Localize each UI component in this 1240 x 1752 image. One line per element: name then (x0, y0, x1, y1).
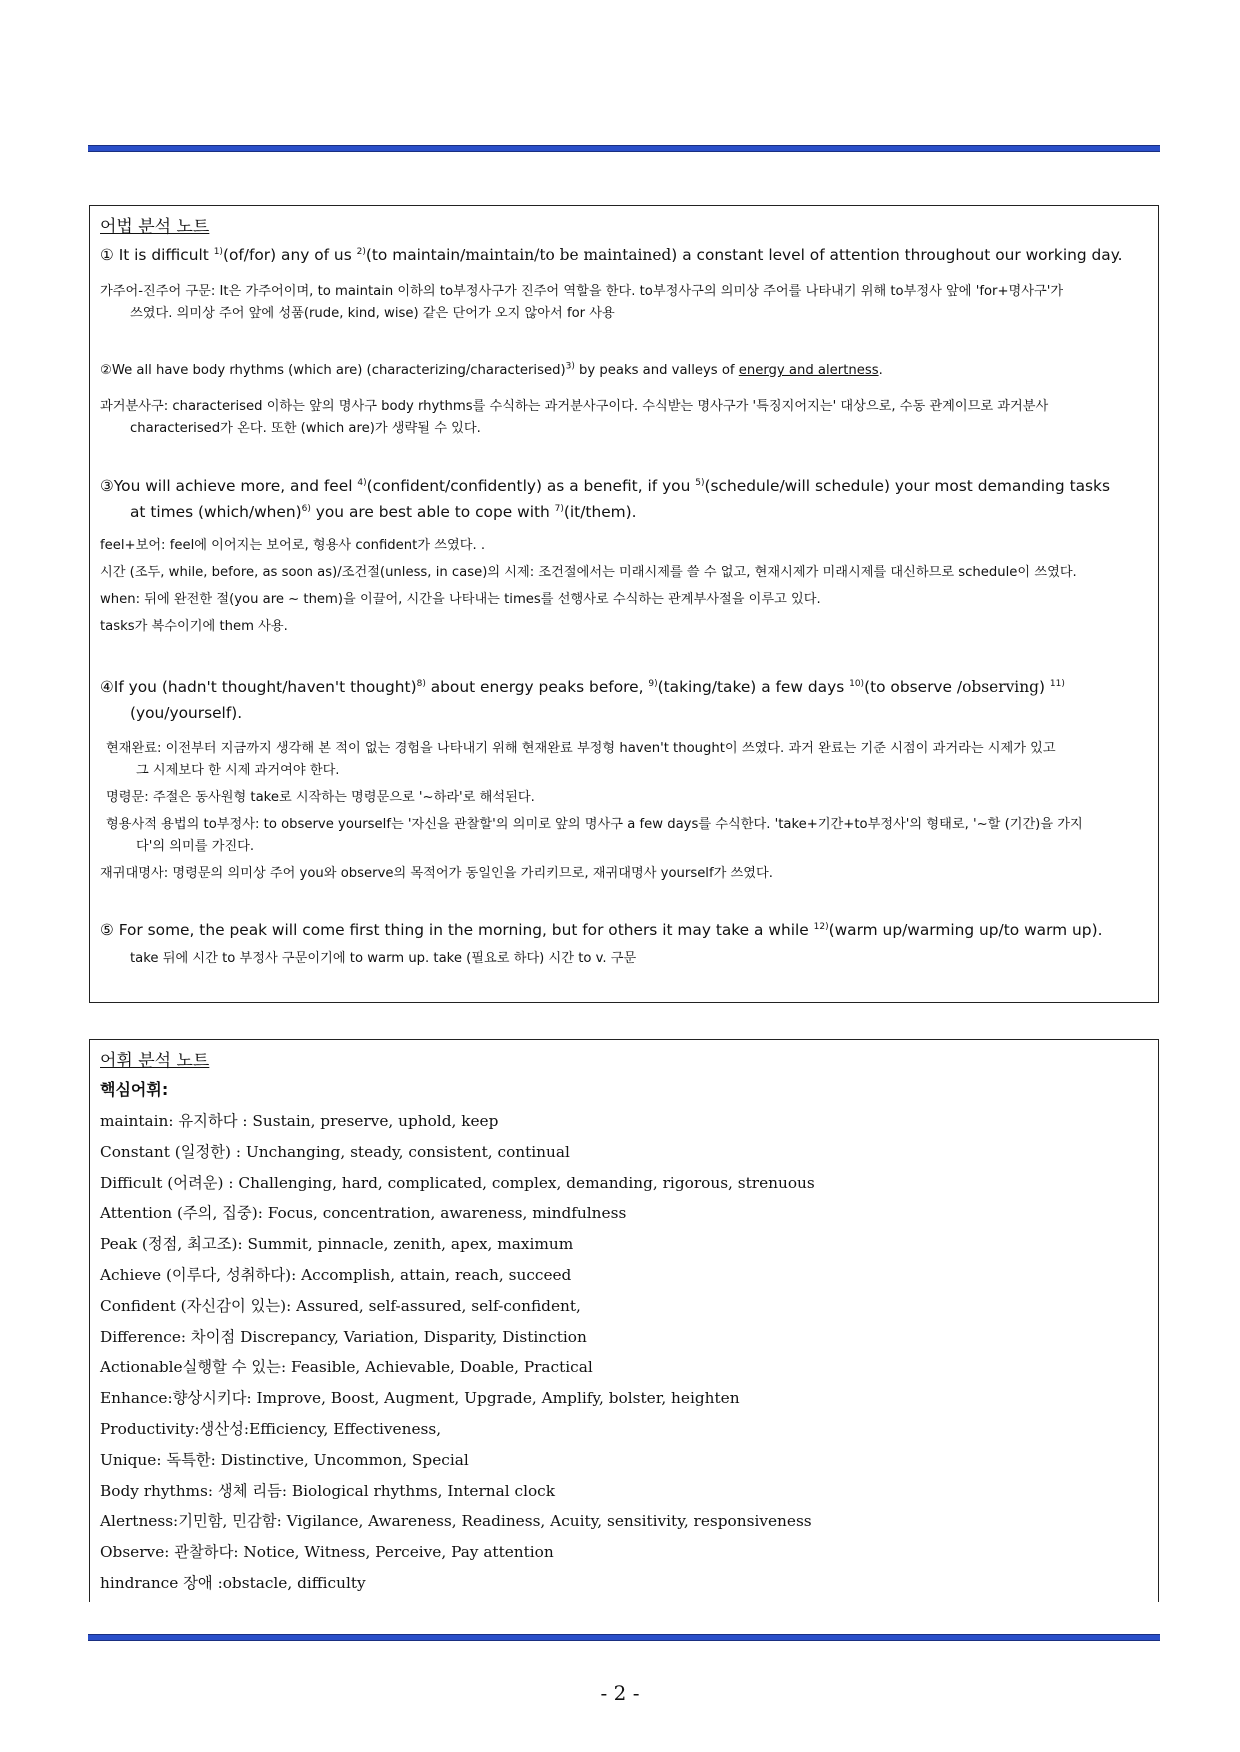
vocab-item: Productivity:생산성:Efficiency, Effectiveness, (100, 1420, 442, 1438)
explanation-4-3b: 다'의 의미를 가진다. (136, 839, 255, 854)
explanation-1-line-2: 쓰였다. 의미상 주어 앞에 성품(rude, kind, wise) 같은 단어가 오지 않아서 for 사용 (130, 306, 615, 321)
vocab-note-box (89, 1039, 1159, 1602)
explanation-3-2: 시간 (조두, while, before, as soon as)/조건절(unless, in case)의 시제: 조건절에서는 미래시제를 쓸 수 없고, 현재시제가 미래시제를 대신하므로 schedule이 쓰였다. (100, 565, 1077, 580)
sentence-5: ⑤ For some, the peak will come first thing in the morning, but for others it may take a while $^{12)}$(warm up/warming up/to warm up). (100, 921, 1103, 939)
grammar-note-box (89, 205, 1159, 1003)
vocab-item: Confident (자신감이 있는): Assured, self-assured, self-confident, (100, 1296, 581, 1315)
vocab-heading: 핵심어휘: (100, 1080, 169, 1099)
vocab-item: Alertness:기민함, 민감함: Vigilance, Awareness, Readiness, Acuity, sensitivity, responsiveness (100, 1512, 812, 1531)
explanation-1-line-1: 가주어-진주어 구문: It은 가주어이며, to maintain 이하의 to부정사구가 진주어 역할을 한다. to부정사구의 의미상 주어를 나타내기 위해 to부정사 앞에 'for+명사구'가 (100, 284, 1064, 299)
vocab-item: Difficult (어려운) : Challenging, hard, complicated, complex, demanding, rigorous, strenuous (100, 1173, 815, 1192)
bottom-rule (88, 1635, 1160, 1640)
explanation-4-3a: 형용사적 용법의 to부정사: to observe yourself는 '자신을 관찰할'의 의미로 앞의 명사구 a few days를 수식한다. 'take+기간+to부정사'의 형태로, '~할 (기간)을 가지 (106, 817, 1083, 832)
sentence-3-line-2: at times (which/when)$^{6)}$ you are best able to cope with $^{7)}$(it/them). (130, 503, 637, 521)
explanation-3-1: feel+보어: feel에 이어지는 보어로, 형용사 confident가 쓰였다. . (100, 538, 486, 553)
explanation-4-1b: 그 시제보다 한 시제 과거여야 한다. (136, 763, 340, 778)
vocab-item: Unique: 독특한: Distinctive, Uncommon, Special (100, 1450, 469, 1469)
vocab-note-title: 어휘 분석 노트 (100, 1051, 210, 1071)
sentence-1: ① It is difficult $^{1)}$(of/for) any of us $^{2)}$(to maintain/maintain/to be maintained) a constant level of attention throughout our working day. (100, 246, 1123, 264)
explanation-2-line-2: characterised가 온다. 또한 (which are)가 생략될 수 있다. (130, 421, 481, 436)
vocab-item: Enhance:향상시키다: Improve, Boost, Augment, Upgrade, Amplify, bolster, heighten (100, 1389, 740, 1408)
vocab-item: maintain: 유지하다 : Sustain, preserve, uphold, keep (100, 1112, 499, 1130)
vocab-item: Actionable실행할 수 있는: Feasible, Achievable, Doable, Practical (100, 1358, 593, 1377)
explanation-4-1a: 현재완료: 이전부터 지금까지 생각해 본 적이 없는 경험을 나타내기 위해 현재완료 부정형 haven't thought이 쓰였다. 과거 완료는 기준 시점이 과거라는 시제가 있고 (106, 741, 1056, 756)
vocab-item: Observe: 관찰하다: Notice, Witness, Perceive, Pay attention (100, 1543, 554, 1562)
vocab-item: Attention (주의, 집중): Focus, concentration, awareness, mindfulness (100, 1204, 627, 1223)
vocab-item: Peak (정점, 최고조): Summit, pinnacle, zenith, apex, maximum (100, 1235, 574, 1254)
vocab-item: hindrance 장애 :obstacle, difficulty (100, 1574, 366, 1592)
explanation-2-line-1: 과거분사구: characterised 이하는 앞의 명사구 body rhythms를 수식하는 과거분사구이다. 수식받는 명사구가 '특징지어지는' 대상으로, 수동 관계이므로 과거분사 (100, 399, 1049, 414)
explanation-3-4: tasks가 복수이기에 them 사용. (100, 619, 288, 634)
vocab-item: Achieve (이루다, 성취하다): Accomplish, attain, reach, succeed (100, 1266, 572, 1284)
explanation-3-3: when: 뒤에 완전한 절(you are ~ them)을 이끌어, 시간을 나타내는 times를 선행사로 수식하는 관계부사절을 이루고 있다. (100, 592, 821, 607)
vocab-item: Constant (일정한) : Unchanging, steady, consistent, continual (100, 1142, 570, 1161)
explanation-4-2: 명령문: 주절은 동사원형 take로 시작하는 명령문으로 '~하라'로 해석된다. (106, 790, 535, 805)
page-number: - 2 - (600, 1681, 640, 1705)
explanation-5: take 뒤에 시간 to 부정사 구문이기에 to warm up. take (필요로 하다) 시간 to v. 구문 (130, 951, 637, 966)
sentence-4-line-1: ④If you (hadn't thought/haven't thought)$^{8)}$ about energy peaks before, $^{9)}$(taking/take) a few days $^{10)}$(to observe /observing) $^{11)}$ (100, 678, 1065, 696)
vocab-item: Body rhythms: 생체 리듬: Biological rhythms, Internal clock (100, 1481, 556, 1500)
sentence-2: ②We all have body rhythms (which are) (characterizing/characterised)$^{3)}$ by peaks and valleys of energy and alertness. (100, 361, 883, 378)
grammar-note-title: 어법 분석 노트 (100, 217, 210, 237)
vocab-item: Difference: 차이점 Discrepancy, Variation, Disparity, Distinction (100, 1327, 587, 1346)
sentence-4-line-2: (you/yourself). (130, 704, 243, 722)
explanation-4-4: 재귀대명사: 명령문의 의미상 주어 you와 observe의 목적어가 동일인을 가리키므로, 재귀대명사 yourself가 쓰였다. (100, 866, 773, 881)
sentence-3-line-1: ③You will achieve more, and feel $^{4)}$(confident/confidently) as a benefit, if you $^{5)}$(schedule/will schedule) your most demanding tasks (100, 477, 1110, 495)
top-rule (88, 146, 1160, 151)
